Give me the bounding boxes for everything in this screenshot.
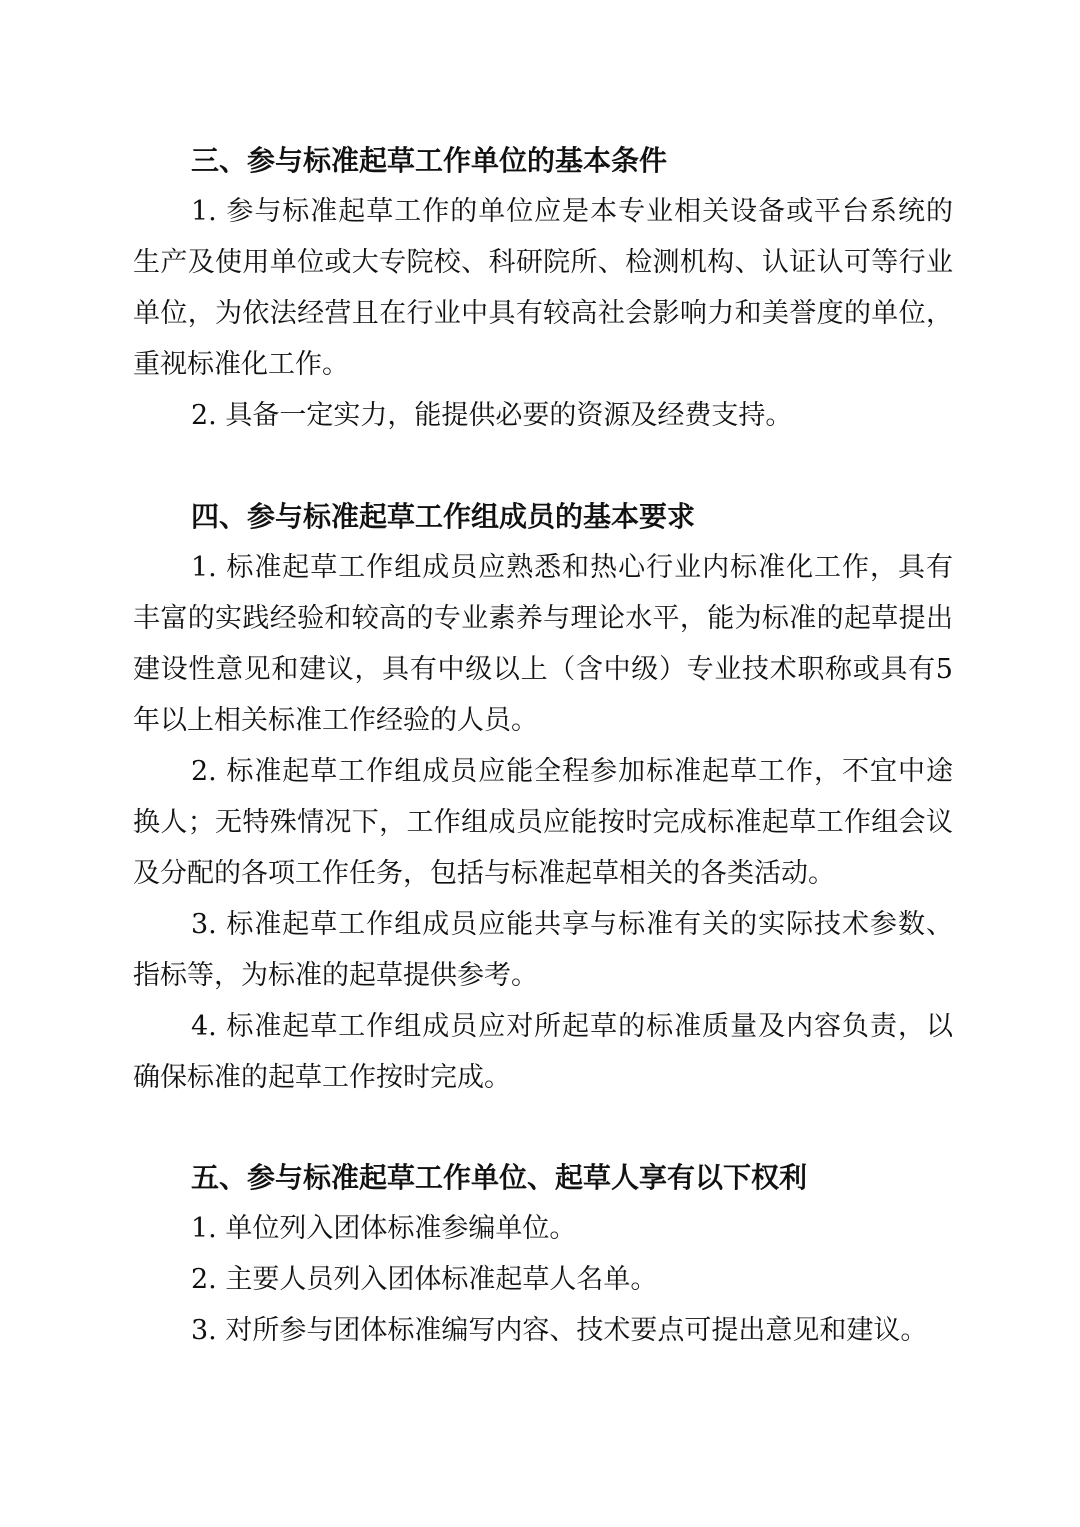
list-item: 3. 对所参与团体标准编写内容、技术要点可提出意见和建议。 [191, 1315, 928, 1346]
section-4 [133, 491, 953, 1103]
section-heading: 三、参与标准起草工作单位的基本条件 [191, 144, 668, 177]
section-heading: 五、参与标准起草工作单位、起草人享有以下权利 [191, 1161, 808, 1194]
list-item: 2. 标准起草工作组成员应能全程参加标准起草工作，不宜中途换人；无特殊情况下，工作组成员应能按时完成标准起草工作组会议及分配的各项工作任务，包括与标准起草相关的各类活动。 [133, 756, 953, 889]
section-heading: 四、参与标准起草工作组成员的基本要求 [191, 500, 696, 533]
section-3 [133, 135, 953, 441]
list-item: 1. 单位列入团体标准参编单位。 [191, 1213, 577, 1244]
list-item: 2. 具备一定实力，能提供必要的资源及经费支持。 [191, 400, 793, 431]
section-5 [133, 1152, 953, 1356]
list-item: 1. 参与标准起草工作的单位应是本专业相关设备或平台系统的生产及使用单位或大专院校、科研院所、检测机构、认证认可等行业单位，为依法经营且在行业中具有较高社会影响力和美誉度的单位，重视标准化工作。 [133, 196, 953, 380]
list-item: 1. 标准起草工作组成员应熟悉和热心行业内标准化工作，具有丰富的实践经验和较高的专业素养与理论水平，能为标准的起草提出建设性意见和建议，具有中级以上（含中级）专业技术职称或具有5年以上相关标准工作经验的人员。 [133, 552, 953, 736]
list-item: 3. 标准起草工作组成员应能共享与标准有关的实际技术参数、指标等，为标准的起草提供参考。 [133, 909, 953, 991]
list-item: 4. 标准起草工作组成员应对所起草的标准质量及内容负责，以确保标准的起草工作按时完成。 [133, 1011, 953, 1093]
list-item: 2. 主要人员列入团体标准起草人名单。 [191, 1264, 658, 1295]
